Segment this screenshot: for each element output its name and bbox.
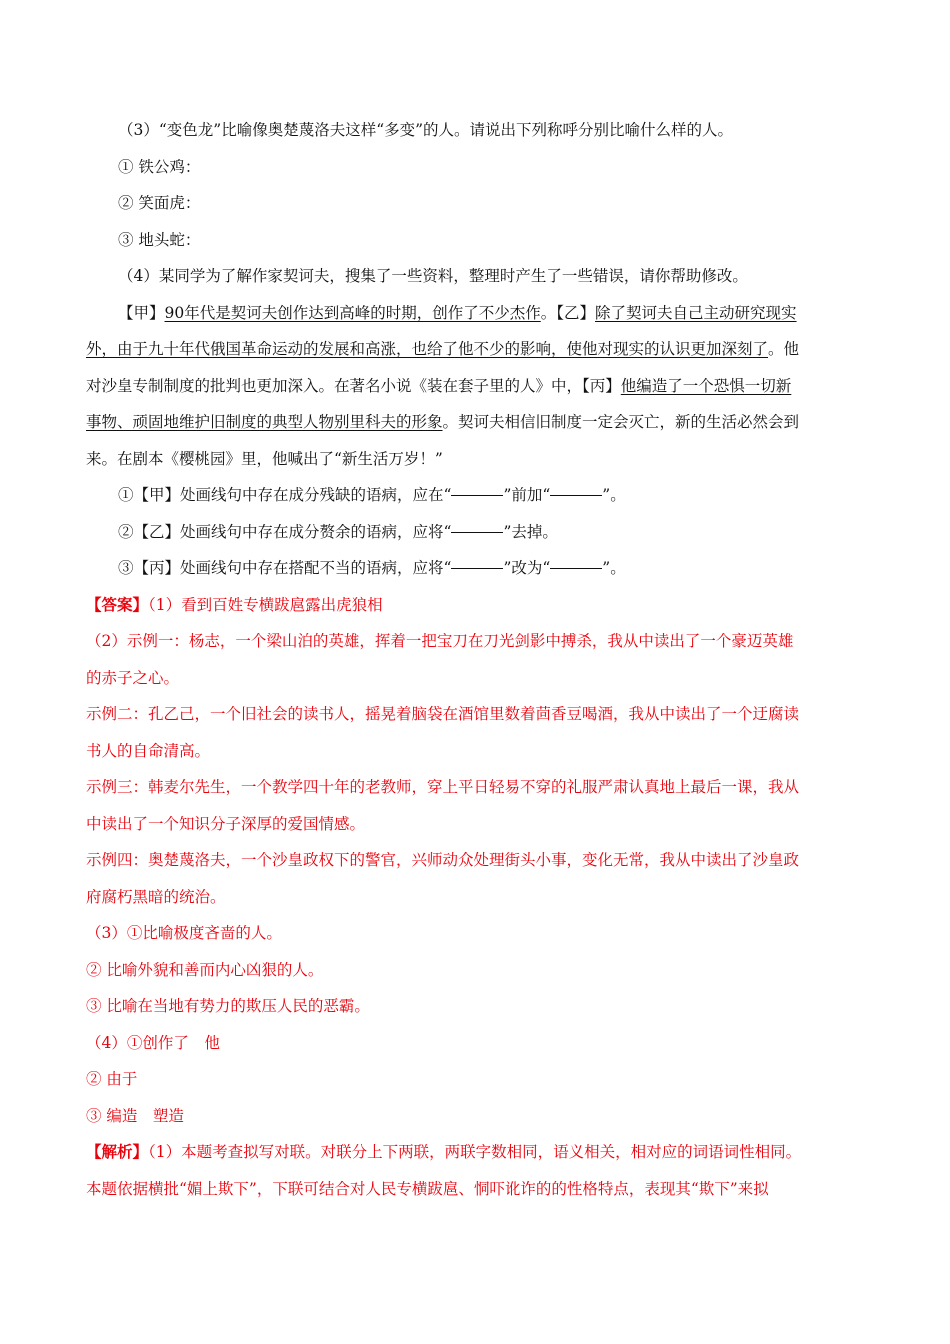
answer-blank (451, 494, 503, 496)
tag-jia: 【甲】 (118, 303, 165, 322)
analysis-line-2: 本题依据横批“媚上欺下”，下联可结合对人民专横跋扈、恫吓讹诈的的性格特点，表现其“欺下”来拟 (86, 1179, 769, 1198)
q3-item-3: ③ 地头蛇： (118, 230, 201, 249)
q4-stem: （4）某同学为了解作家契诃夫，搜集了一些资料，整理时产生了一些错误，请你帮助修改。 (118, 267, 748, 285)
answer-2-example-2-line-2: 书人的自命清高。 (86, 741, 211, 760)
answer-2-example-3-line-2: 中读出了一个知识分子深厚的爱国情感。 (86, 814, 366, 833)
answer-blank (550, 567, 602, 569)
answer-3-2: ② 比喻外貌和善而内心凶狠的人。 (86, 960, 324, 979)
analysis-line-1 (86, 1134, 862, 1171)
underlined-sentence-jia: 90年代是契诃夫创作达到高峰的时期，创作了不少杰作 (164, 303, 541, 322)
answer-blank (451, 531, 503, 533)
passage-line-5: 来。在剧本《樱桃园》里，他喊出了“新生活万岁！” (86, 449, 443, 468)
answer-4-1: （4）①创作了 他 (86, 1033, 220, 1052)
answer-line-1 (86, 587, 862, 624)
passage-line-1 (86, 295, 862, 332)
content-column (86, 112, 862, 1207)
q3-item-2: ② 笑面虎： (118, 194, 201, 212)
analysis-text-1: （1）本题考查拟写对联。对联分上下两联，两联字数相同，语义相关，相对应的词语词性相同。 (148, 1143, 802, 1161)
answer-2-line-1: （2）示例一：杨志，一个梁山泊的英雄，挥着一把宝刀在刀光剑影中搏杀，我从中读出了一个豪迈英雄 (86, 632, 794, 650)
answer-3-3: ③ 比喻在当地有势力的欺压人民的恶霸。 (86, 997, 370, 1015)
sub3-text-c: ”。 (602, 559, 626, 577)
underlined-sentence-bing-part2: 事物、顽固地维护旧制度的典型人物别里科夫的形象 (86, 413, 443, 431)
tag-bing: 【丙】 (582, 376, 621, 395)
answer-2-example-4-line-1: 示例四：奥楚蔑洛夫，一个沙皇政权下的警官，兴师动众处理街头小事，变化无常，我从中读出了沙皇政 (86, 851, 800, 869)
answer-blank (550, 494, 602, 496)
sub1-text-b: ”前加“ (503, 486, 551, 504)
q3-stem: （3）“变色龙”比喻像奥楚蔑洛夫这样“多变”的人。请说出下列称呼分别比喻什么样的人。 (118, 121, 734, 139)
sub1-text-a: ①【甲】处画线句中存在成分残缺的语病，应在“ (118, 486, 452, 504)
underlined-sentence-yi-part2: 外，由于九十年代俄国革命运动的发展和高涨，也给了他不少的影响，使他对现实的认识更加深刻了 (86, 340, 769, 358)
tag-yi: 【乙】 (556, 303, 596, 322)
sub2-text-a: ②【乙】处画线句中存在成分赘余的语病，应将“ (118, 522, 452, 541)
sub1-text-c: ”。 (602, 486, 626, 504)
sub2-text-b: ”去掉。 (503, 522, 558, 541)
answer-1: （1）看到百姓专横跋扈露出虎狼相 (148, 595, 383, 614)
sub-question-3 (86, 550, 862, 587)
passage-text: 。契诃夫相信旧制度一定会灭亡，新的生活必然会到 (442, 413, 800, 431)
sub-question-2 (86, 514, 862, 551)
answer-3-1: （3）①比喻极度吝啬的人。 (86, 924, 282, 942)
answer-2-line-2: 的赤子之心。 (86, 668, 180, 687)
passage-line-2 (86, 331, 862, 368)
passage-text: 。他 (768, 340, 800, 358)
answer-2-example-4-line-2: 府腐朽黑暗的统治。 (86, 887, 226, 906)
answer-4-3: ③ 编造 塑造 (86, 1106, 184, 1125)
answer-2-example-2-line-1: 示例二：孔乙己，一个旧社会的读书人，摇晃着脑袋在酒馆里数着茴香豆喝酒，我从中读出了一个迂腐读 (86, 705, 800, 723)
passage-line-3 (86, 368, 862, 405)
analysis-label: 【解析】 (86, 1142, 149, 1161)
sub3-text-a: ③【丙】处画线句中存在搭配不当的语病，应将“ (118, 559, 452, 577)
answer-blank (451, 567, 503, 569)
answer-label: 【答案】 (86, 594, 149, 614)
underlined-sentence-bing-part1: 他编造了一个恐惧一切新 (620, 376, 792, 395)
q3-item-1: ① 铁公鸡： (118, 157, 201, 176)
answer-4-2: ② 由于 (86, 1070, 138, 1088)
sub-question-1 (86, 477, 862, 514)
underlined-sentence-yi-part1: 除了契诃夫自己主动研究现实 (595, 303, 797, 322)
answer-2-example-3-line-1: 示例三：韩麦尔先生，一个教学四十年的老教师，穿上平日轻易不穿的礼服严肃认真地上最后一课，我从 (86, 778, 800, 796)
passage-line-4 (86, 404, 862, 441)
passage-text: 对沙皇专制制度的批判也更加深入。在著名小说《装在套子里的人》中， (86, 376, 583, 395)
punct: 。 (540, 303, 557, 322)
sub3-text-b: ”改为“ (503, 559, 551, 577)
